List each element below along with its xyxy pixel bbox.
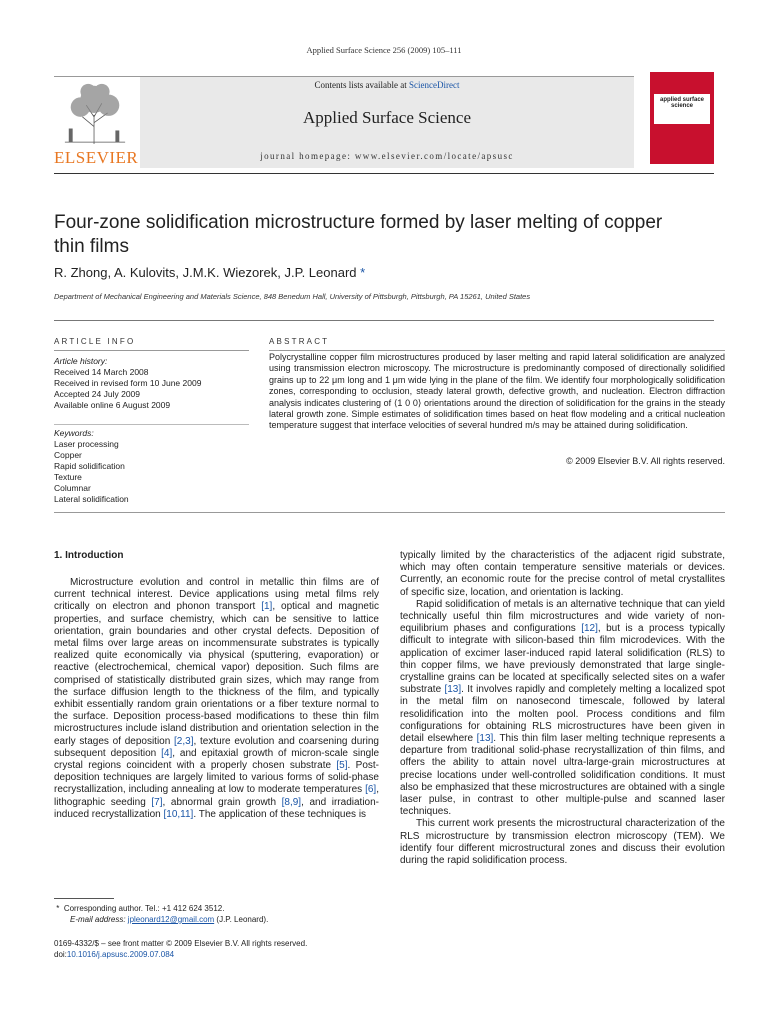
keywords: Keywords: Laser processing Copper Rapid solidification Texture Columnar Lateral solidification: [54, 428, 254, 505]
doi-line: doi:10.1016/j.apsusc.2009.07.084: [54, 950, 175, 959]
keyword: Copper: [54, 450, 82, 460]
sciencedirect-link[interactable]: ScienceDirect: [409, 80, 460, 90]
elsevier-wordmark: ELSEVIER: [54, 148, 139, 167]
contents-line: Contents lists available at ScienceDirect: [314, 80, 460, 90]
footnote: * Corresponding author. Tel.: +1 412 624 3512. E-mail address: jpleonard12@gmail.com (J.P. Leonard).: [56, 904, 269, 924]
history-online: Available online 6 August 2009: [54, 400, 171, 410]
email-link[interactable]: jpleonard12@gmail.com: [127, 915, 215, 924]
history-accepted: Accepted 24 July 2009: [54, 389, 141, 399]
keyword: Lateral solidification: [54, 494, 129, 504]
reference-link[interactable]: [2,3]: [174, 735, 194, 747]
article-info-rule: [54, 350, 249, 351]
right-column: [400, 550, 725, 867]
reference-link[interactable]: [8,9]: [281, 796, 302, 808]
header-divider: [54, 173, 714, 174]
reference-link[interactable]: [4]: [161, 747, 173, 759]
abstract-end-rule: [54, 512, 725, 513]
keywords-rule: [54, 424, 249, 425]
keyword: Laser processing: [54, 439, 119, 449]
history-received: Received 14 March 2008: [54, 367, 149, 377]
history-revised: Received in revised form 10 June 2009: [54, 378, 202, 388]
article-title: Four-zone solidification microstructure formed by laser melting of copper thin films: [54, 212, 663, 257]
paragraph: Microstructure evolution and control in metallic thin films are of current technical interest. Device applications using metal films rely critically on electron and phonon transport [1], optical and magnetic properties, and surface chemistry, which can be sensitive to lattice orientation, grain boundaries and other crystal defects. Deposition of metal films over large areas on incommensurate substrates is typically realized quite economically via physical (sputtering, evaporation) or reactive (electrochemical, chemical vapor) deposition. Such films are comprised of statistically distributed grain sizes, which may range from the surface diffusion length to the thickness of the film, and typically exhibit essentially random grain orientations or a fiber texture normal to the surface. Deposition process-based modifications to these thin film microstructures include island distribution and orientation selection in the early stages of deposition [2,3], texture evolution and coarsening during subsequent deposition [4], and epitaxial growth of micron-scale single crystal regions coincident with a properly chosen substrate [5]. Post-deposition techniques are largely limited to various forms of solid-phase recrystallization, including annealing at low to moderate temperatures [6], lithographic seeding [7], abnormal grain growth [8,9], and irradiation-induced recrystallization [10,11]. The application of these techniques is: [54, 577, 380, 820]
info-divider: [54, 320, 714, 321]
keyword: Rapid solidification: [54, 461, 125, 471]
journal-citation: Applied Surface Science 256 (2009) 105–111: [306, 45, 462, 55]
article-history: Article history: Received 14 March 2008 Received in revised form 10 June 2009 Accepted 24 July 2009 Available online 6 August 2009: [54, 356, 254, 411]
front-matter-meta: [54, 938, 307, 960]
reference-link[interactable]: [1]: [261, 601, 273, 613]
footnote-rule: [54, 898, 114, 899]
corresponding-author-mark[interactable]: *: [360, 265, 366, 280]
paragraph: Rapid solidification of metals is an alternative technique that can yield technically useful thin film microstructures and wide variety of non-equilibrium phases and configurations [12], but is a process typically difficult to integrate with silicon-based thin film microdevices. With the application of excimer laser-induced rapid lateral solidification (RLS) to thin copper films, we have previously demonstrated that large single-crystalline grains can be located at specifically selected sites on a wafer substrate [13]. It involves rapidly and completely melting a localized spot in the metal film on nanosecond timescale, followed by lateral resolidification into the molten pool. Process conditions and film configurations for obtaining RLS microstructures have been given in detail elsewhere [13]. This thin film laser melting technique represents a departure from traditional solid-phase recrystallization of thin films, and offers the ability to attain novel ultra-large-grain microstructures at precise locations under well-controlled solidification conditions. It must also be emphasized that these microstructures are obtained with a single laser pulse, in contrast to other multiple-pulse and scanned laser techniques.: [400, 598, 726, 818]
issn-line: 0169-4332/$ – see front matter © 2009 Elsevier B.V. All rights reserved.: [54, 939, 308, 948]
elsevier-tree-logo-icon: [54, 78, 136, 146]
abstract-text: Polycrystalline copper film microstructures produced by laser melting and rapid lateral solidification are analyzed using transmission electron microscopy. The microstructure is predominantly composed of directionally solidified grains up to 22 μm long and 1 μm wide lying in the plane of the film. We identify four morphologically solidification zones, corresponding to occlusion, steady lateral growth, defective growth, and nucleation. Electron diffraction analysis indicates clustering of ⟨1 0 0⟩ orientations around the direction of solidification for the grains in the steady lateral growth zone. Simple estimates of solidification times based on heat flow modeling and a critical nucleation temperature suggest that interface velocities of several hundred m/s may be attained during solidification.: [269, 352, 725, 431]
paragraph: typically limited by the characteristics of the adjacent rigid substrate, which may often contain temperature sensitive materials or devices. Currently, an economic route for the precise control of metal crystallites of specific size, location, and orientation is lacking.: [400, 550, 725, 598]
cover-title: applied surface science: [659, 97, 704, 109]
abstract-copyright: © 2009 Elsevier B.V. All rights reserved.: [566, 456, 725, 466]
affiliation: Department of Mechanical Engineering and Materials Science, 848 Benedum Hall, University of Pittsburgh, Pittsburgh, PA 15261, United States: [54, 292, 531, 301]
paragraph: This current work presents the microstructural characterization of the RLS microstructure by transmission electron microscopy (TEM). We identify four different microstructural zones and discuss their evolution during the rapid solidification process.: [400, 818, 725, 867]
keyword: Columnar: [54, 483, 91, 493]
journal-homepage[interactable]: journal homepage: www.elsevier.com/locate/apsusc: [260, 151, 514, 161]
reference-link[interactable]: [13]: [476, 733, 494, 745]
author-list: R. Zhong, A. Kulovits, J.M.K. Wiezorek, J.P. Leonard *: [54, 265, 366, 280]
reference-link[interactable]: [12]: [581, 623, 598, 635]
left-column: [54, 577, 379, 821]
journal-title: Applied Surface Science: [302, 108, 472, 127]
doi-link[interactable]: 10.1016/j.apsusc.2009.07.084: [66, 950, 175, 959]
reference-link[interactable]: [5]: [336, 760, 348, 772]
reference-link[interactable]: [7]: [151, 796, 163, 808]
reference-link[interactable]: [10,11]: [163, 808, 194, 820]
keyword: Texture: [54, 472, 82, 482]
abstract-rule: [269, 350, 725, 351]
article-info-label: ARTICLE INFO: [54, 337, 136, 346]
reference-link[interactable]: [6]: [365, 784, 377, 796]
reference-link[interactable]: [13]: [444, 684, 462, 696]
section-heading: 1. Introduction: [54, 550, 124, 561]
abstract-label: ABSTRACT: [269, 337, 330, 346]
